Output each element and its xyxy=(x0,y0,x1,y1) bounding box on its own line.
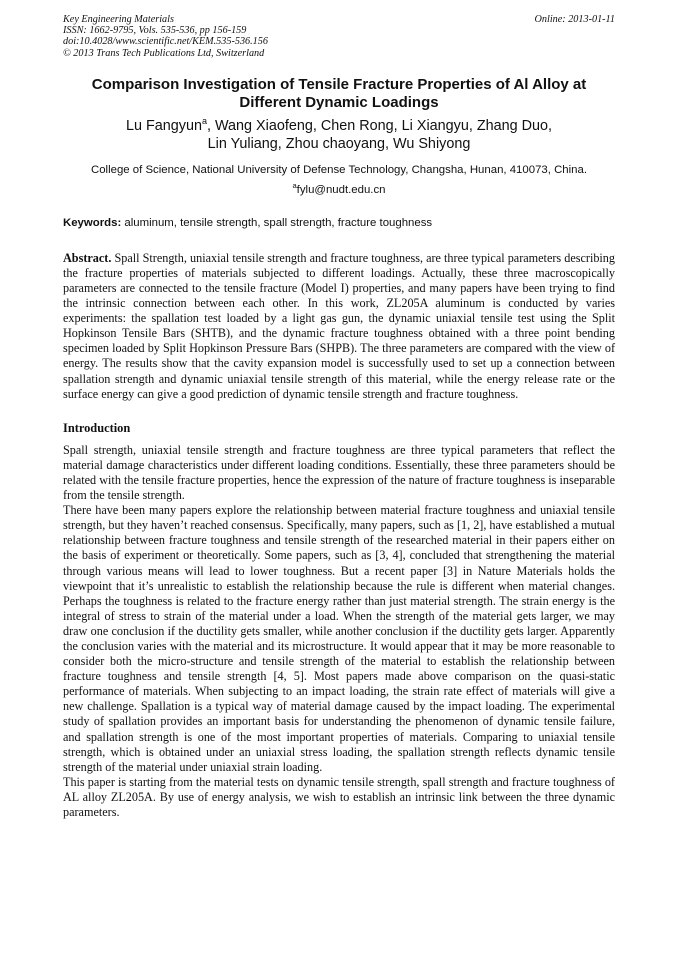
abstract-label: Abstract. xyxy=(63,250,112,265)
author-email xyxy=(63,183,615,197)
first-author: Lu Fangyun xyxy=(125,117,202,134)
intro-paragraph-2: There have been many papers explore the relationship between material fracture toughness and uniaxial tensile strength, but they haven’t reached consensus. Specifically, many papers, such as [1, 2], have established a mutual relationship between fracture toughness and tensile strength of the researched material in their papers either on the basis of experiment or theoretically. Some papers, such as [3, 4], concluded that strengthening the material through various means will lead to lower toughness. But a recent paper [3] in Nature Materials holds the viewpoint that it’s unrealistic to establish the relationship because the rule is different when material changes. Perhaps the toughness is related to the fracture energy rather than just material strength. The strain energy is the integral of stress to strain of the material under a load. When the strength of the material gets larger, we may draw one conclusion if the ductility gets smaller, while another conclusion if the ductility gets larger. Apparently the conclusion varies with the material and its microstructure. It would appear that it may be more reasonable to consider both the micro-structure and tensile strength of the material to establish the relationship between fracture toughness and tensile strength [4, 5]. Most papers made above comparison on the quasi-static performance of materials. When subjecting to an impact loading, the strain rate effect of materials will give a new challenge. Spallation is a typical way of material damage caused by the impact loading. The experimental study of spallation provides an important basis for understanding the phenomenon of dynamic tensile failure, and spallation strength is one of the most important properties of materials. Comparing to uniaxial tensile strength, which is obtained under an uniaxial stress loading, the spallation strength reflects dynamic tensile strength of the material under uniaxial strain loading. xyxy=(63,503,615,774)
abstract xyxy=(63,251,615,402)
keywords xyxy=(63,216,615,230)
keywords-label: Keywords: xyxy=(63,216,122,229)
title-line-1: Comparison Investigation of Tensile Fracture Properties of Al Alloy at xyxy=(91,75,587,93)
journal-header xyxy=(63,14,615,59)
introduction-body xyxy=(63,443,615,820)
author-line-1 xyxy=(63,117,615,135)
intro-paragraph-1: Spall strength, uniaxial tensile strength and fracture toughness are three typical parameters that reflect the material damage characteristics under different loading conditions. Essentially, these three parameters should be related with the tensile fracture properties, hence the expression of the nature of fracture toughness is inseparable from the tensile strength. xyxy=(63,442,615,503)
email-superscript: a xyxy=(292,181,297,191)
author-line-2: Lin Yuliang, Zhou chaoyang, Wu Shiyong xyxy=(207,135,471,152)
author-line-1-rest: , Wang Xiaofeng, Chen Rong, Li Xiangyu, Zhang Duo, xyxy=(206,117,553,134)
first-author-superscript: a xyxy=(201,116,207,127)
journal-copyright: © 2013 Trans Tech Publications Ltd, Switzerland xyxy=(63,47,265,59)
keywords-text: aluminum, tensile strength, spall strength, fracture toughness xyxy=(121,216,433,229)
journal-doi: doi:10.4028/www.scientific.net/KEM.535-536.156 xyxy=(63,36,268,48)
paper-page xyxy=(63,14,615,820)
online-date: Online: 2013-01-11 xyxy=(534,14,615,25)
intro-paragraph-3: This paper is starting from the material tests on dynamic tensile strength, spall strength and fracture toughness of AL alloy ZL205A. By use of energy analysis, we wish to establish an intrinsic link between the three dynamic parameters. xyxy=(63,774,615,819)
journal-issn: ISSN: 1662-9795, Vols. 535-536, pp 156-159 xyxy=(63,25,247,37)
abstract-text: Spall Strength, uniaxial tensile strength and fracture toughness, are three typical parameters describing the fracture properties of materials subjected to different loadings. Actually, these three macroscopically parameters are connected to the tensile fracture (Model I) properties, and many papers have been trying to find the intrinsic connection between each other. In this work, ZL205A aluminum is conducted by varies experiments: the spallation test loaded by a light gas gun, the dynamic uniaxial tensile test using the Split Hopkinson Tensile Bars (SHTB), and the dynamic fracture toughness obtained with a three point bending specimen loaded by Split Hopkinson Pressure Bars (SHPB). The three parameters are compared with the view of energy. The results show that the cavity expansion model is successfully used to set up a connection between spallation strength and dynamic uniaxial tensile strength of this material, while the energy release rate or the surface energy can give a good prediction of dynamic tensile strength and fracture toughness. xyxy=(63,250,615,401)
author-list xyxy=(63,117,615,153)
section-heading-introduction: Introduction xyxy=(63,420,131,435)
affiliation: College of Science, National University of Defense Technology, Changsha, Hunan, 410073, China. xyxy=(90,163,587,176)
journal-name: Key Engineering Materials xyxy=(63,14,174,25)
paper-title xyxy=(63,76,615,112)
email-address: fylu@nudt.edu.cn xyxy=(296,183,386,196)
title-line-2: Different Dynamic Loadings xyxy=(239,93,439,111)
